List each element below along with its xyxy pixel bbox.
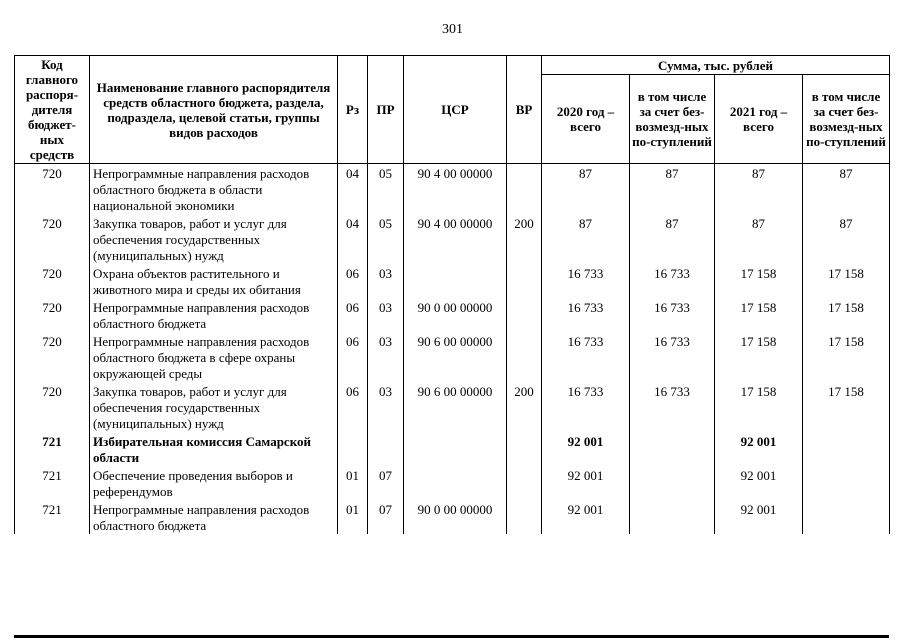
code-cell: 720 — [15, 382, 90, 432]
free-2020-cell: 16 733 — [630, 264, 715, 298]
rz-cell: 04 — [338, 164, 368, 215]
sum-2021-cell: 17 158 — [715, 332, 803, 382]
table-row — [15, 332, 890, 382]
vr-cell — [507, 466, 542, 500]
page-number: 301 — [442, 22, 463, 37]
csr-cell: 90 6 00 00000 — [404, 332, 507, 382]
code-cell: 721 — [15, 432, 90, 466]
table-row — [15, 264, 890, 298]
name-cell: Охрана объектов растительного и животного мира и среды их обитания — [90, 264, 338, 298]
free-2020-cell: 16 733 — [630, 382, 715, 432]
code-cell: 721 — [15, 466, 90, 500]
csr-cell — [404, 466, 507, 500]
code-cell: 720 — [15, 264, 90, 298]
header-2020-total: 2020 год – всего — [542, 75, 630, 164]
sum-2021-cell: 17 158 — [715, 382, 803, 432]
header-2020-free: в том числе за счет без-возмезд-ных по-ступлений — [630, 75, 715, 164]
code-cell: 721 — [15, 500, 90, 534]
pr-cell: 07 — [368, 500, 404, 534]
header-name: Наименование главного распорядителя средств областного бюджета, раздела, подраздела, целевой статьи, группы видов расходов — [90, 56, 338, 164]
header-2021-total: 2021 год – всего — [715, 75, 803, 164]
sum-2020-cell: 92 001 — [542, 432, 630, 466]
table-row — [15, 432, 890, 466]
vr-cell — [507, 500, 542, 534]
table-row — [15, 466, 890, 500]
pr-cell: 03 — [368, 332, 404, 382]
table-row — [15, 214, 890, 264]
vr-cell — [507, 332, 542, 382]
free-2021-cell — [803, 500, 890, 534]
name-cell: Непрограммные направления расходов областного бюджета в области национальной экономики — [90, 164, 338, 215]
free-2021-cell: 17 158 — [803, 298, 890, 332]
rz-cell — [338, 432, 368, 466]
free-2020-cell — [630, 432, 715, 466]
free-2020-cell: 16 733 — [630, 298, 715, 332]
free-2020-cell — [630, 500, 715, 534]
vr-cell — [507, 432, 542, 466]
csr-cell: 90 6 00 00000 — [404, 382, 507, 432]
csr-cell: 90 0 00 00000 — [404, 500, 507, 534]
header-rz: Рз — [338, 56, 368, 164]
table-row — [15, 298, 890, 332]
code-cell: 720 — [15, 332, 90, 382]
sum-2021-cell: 87 — [715, 214, 803, 264]
csr-cell: 90 4 00 00000 — [404, 214, 507, 264]
sum-2020-cell: 16 733 — [542, 298, 630, 332]
rz-cell: 01 — [338, 500, 368, 534]
rz-cell: 06 — [338, 298, 368, 332]
header-vr: ВР — [507, 56, 542, 164]
free-2021-cell: 87 — [803, 164, 890, 215]
vr-cell — [507, 298, 542, 332]
header-sum: Сумма, тыс. рублей — [542, 56, 890, 75]
code-cell: 720 — [15, 298, 90, 332]
bottom-rule — [14, 635, 889, 638]
free-2021-cell: 87 — [803, 214, 890, 264]
sum-2021-cell: 17 158 — [715, 264, 803, 298]
rz-cell: 06 — [338, 382, 368, 432]
pr-cell: 03 — [368, 382, 404, 432]
pr-cell: 03 — [368, 298, 404, 332]
rz-cell: 06 — [338, 332, 368, 382]
sum-2021-cell: 92 001 — [715, 500, 803, 534]
pr-cell: 05 — [368, 164, 404, 215]
header-code: Код главного распоря-дителя бюджет-ных средств — [15, 56, 90, 164]
name-cell: Избирательная комиссия Самарской области — [90, 432, 338, 466]
pr-cell — [368, 432, 404, 466]
sum-2020-cell: 92 001 — [542, 466, 630, 500]
vr-cell — [507, 164, 542, 215]
table-body — [15, 164, 890, 535]
name-cell: Закупка товаров, работ и услуг для обеспечения государственных (муниципальных) нужд — [90, 382, 338, 432]
csr-cell — [404, 264, 507, 298]
sum-2020-cell: 16 733 — [542, 382, 630, 432]
csr-cell: 90 0 00 00000 — [404, 298, 507, 332]
pr-cell: 03 — [368, 264, 404, 298]
name-cell: Закупка товаров, работ и услуг для обеспечения государственных (муниципальных) нужд — [90, 214, 338, 264]
code-cell: 720 — [15, 164, 90, 215]
free-2020-cell: 87 — [630, 164, 715, 215]
budget-table — [14, 55, 890, 534]
header-csr: ЦСР — [404, 56, 507, 164]
table-row — [15, 382, 890, 432]
free-2020-cell: 87 — [630, 214, 715, 264]
sum-2020-cell: 87 — [542, 214, 630, 264]
sum-2020-cell: 87 — [542, 164, 630, 215]
table-row — [15, 500, 890, 534]
name-cell: Непрограммные направления расходов областного бюджета — [90, 500, 338, 534]
free-2021-cell: 17 158 — [803, 382, 890, 432]
vr-cell: 200 — [507, 382, 542, 432]
free-2021-cell: 17 158 — [803, 264, 890, 298]
vr-cell — [507, 264, 542, 298]
code-cell: 720 — [15, 214, 90, 264]
free-2021-cell — [803, 432, 890, 466]
sum-2021-cell: 92 001 — [715, 432, 803, 466]
pr-cell: 05 — [368, 214, 404, 264]
csr-cell — [404, 432, 507, 466]
sum-2021-cell: 92 001 — [715, 466, 803, 500]
sum-2020-cell: 16 733 — [542, 264, 630, 298]
sum-2021-cell: 17 158 — [715, 298, 803, 332]
name-cell: Непрограммные направления расходов областного бюджета в сфере охраны окружающей среды — [90, 332, 338, 382]
pr-cell: 07 — [368, 466, 404, 500]
sum-2021-cell: 87 — [715, 164, 803, 215]
free-2020-cell: 16 733 — [630, 332, 715, 382]
name-cell: Непрограммные направления расходов областного бюджета — [90, 298, 338, 332]
sum-2020-cell: 16 733 — [542, 332, 630, 382]
free-2021-cell — [803, 466, 890, 500]
free-2021-cell: 17 158 — [803, 332, 890, 382]
header-pr: ПР — [368, 56, 404, 164]
table-row — [15, 164, 890, 215]
vr-cell: 200 — [507, 214, 542, 264]
header-2021-free: в том числе за счет без-возмезд-ных по-ступлений — [803, 75, 890, 164]
rz-cell: 04 — [338, 214, 368, 264]
name-cell: Обеспечение проведения выборов и референдумов — [90, 466, 338, 500]
free-2020-cell — [630, 466, 715, 500]
rz-cell: 01 — [338, 466, 368, 500]
sum-2020-cell: 92 001 — [542, 500, 630, 534]
csr-cell: 90 4 00 00000 — [404, 164, 507, 215]
rz-cell: 06 — [338, 264, 368, 298]
